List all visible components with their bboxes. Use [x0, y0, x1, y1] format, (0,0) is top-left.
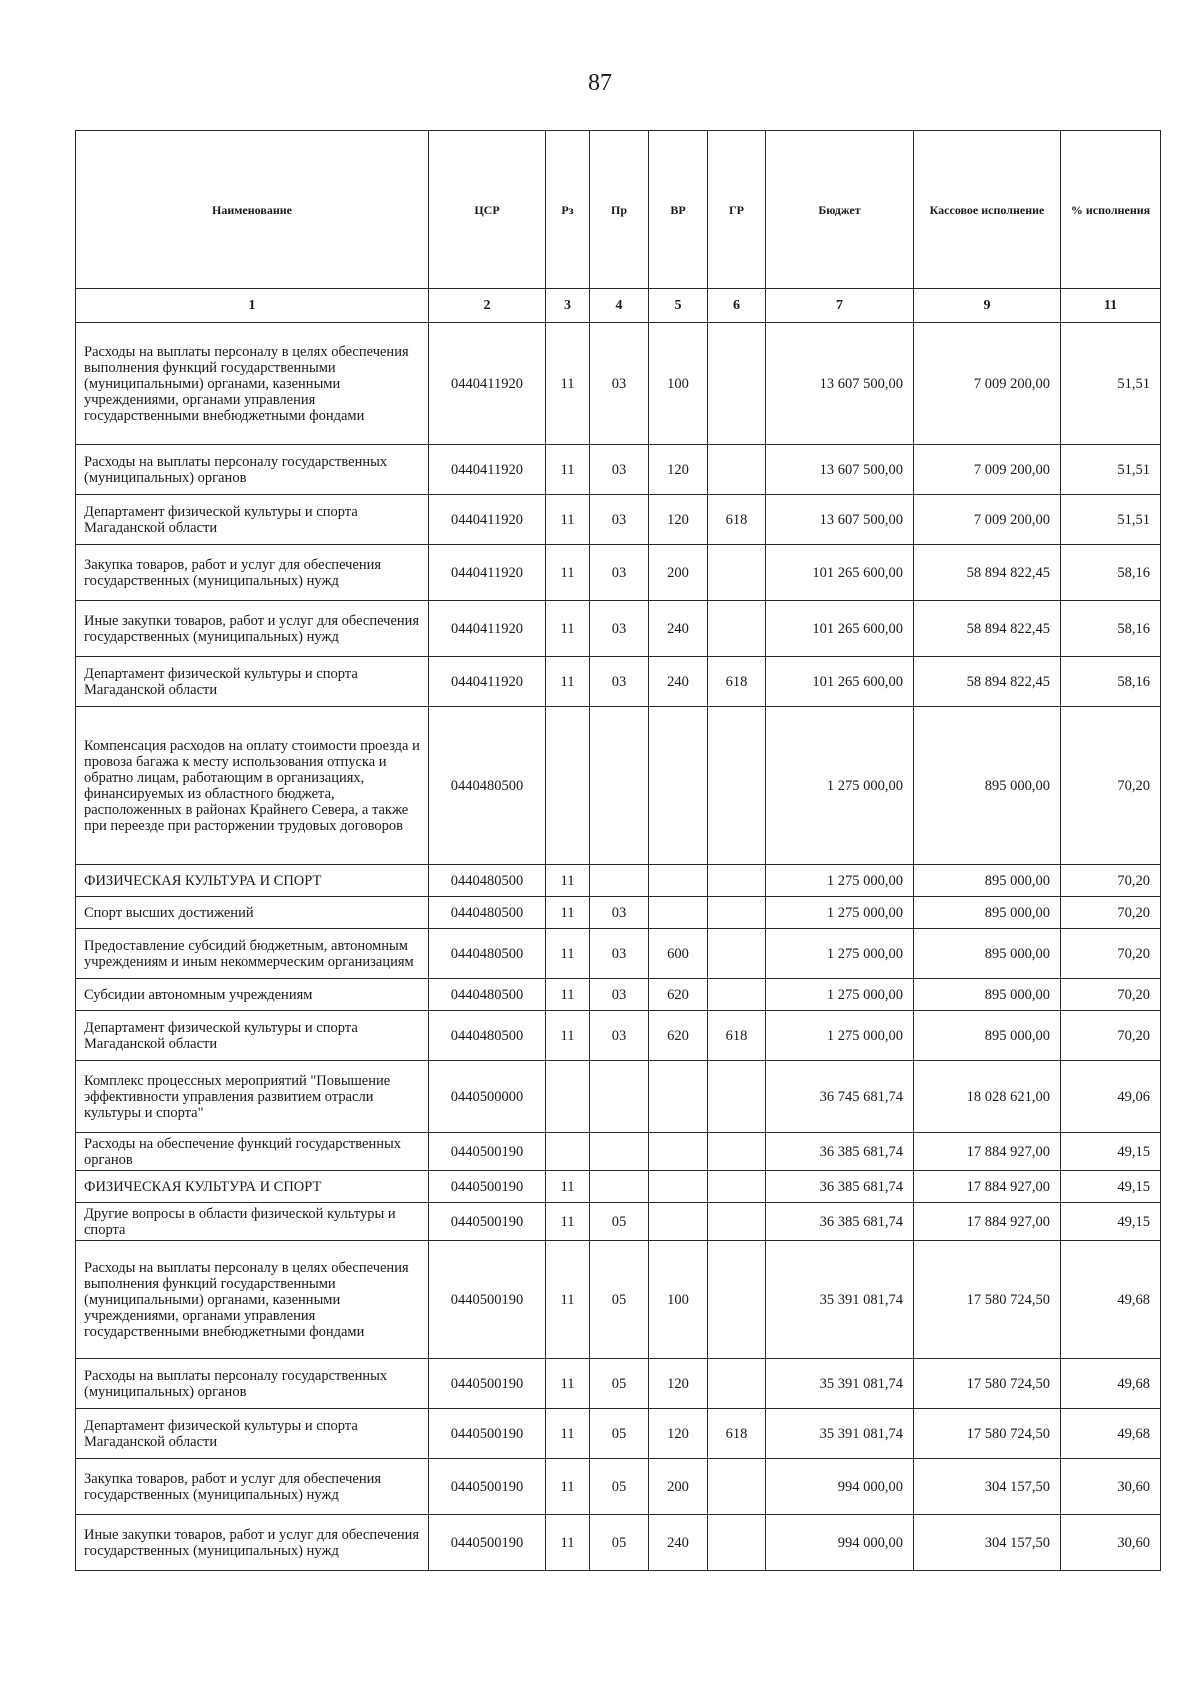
row-cash: 7 009 200,00 — [914, 495, 1061, 545]
row-vr: 240 — [649, 601, 708, 657]
row-vr: 100 — [649, 323, 708, 445]
row-csr: 0440480500 — [429, 1011, 546, 1061]
row-csr: 0440500190 — [429, 1171, 546, 1203]
row-csr: 0440411920 — [429, 495, 546, 545]
row-pct: 58,16 — [1061, 601, 1161, 657]
row-name: Закупка товаров, работ и услуг для обеспечения государственных (муниципальных) нужд — [76, 1459, 429, 1515]
row-rz — [546, 707, 590, 865]
row-vr: 240 — [649, 657, 708, 707]
row-pr: 03 — [590, 323, 649, 445]
row-csr: 0440500190 — [429, 1133, 546, 1171]
row-pr: 05 — [590, 1459, 649, 1515]
row-cash: 58 894 822,45 — [914, 545, 1061, 601]
row-vr — [649, 897, 708, 929]
row-gr — [708, 1241, 766, 1359]
column-index: 5 — [649, 289, 708, 323]
row-gr — [708, 323, 766, 445]
row-budget: 994 000,00 — [766, 1459, 914, 1515]
header-cash: Кассовое исполнение — [914, 131, 1061, 289]
row-name: Департамент физической культуры и спорта Магаданской области — [76, 495, 429, 545]
row-csr: 0440411920 — [429, 445, 546, 495]
table-row — [76, 1011, 1161, 1061]
header-gr: ГР — [708, 131, 766, 289]
row-csr: 0440411920 — [429, 323, 546, 445]
row-vr — [649, 707, 708, 865]
row-rz: 11 — [546, 1409, 590, 1459]
table-row — [76, 1241, 1161, 1359]
table-row — [76, 1409, 1161, 1459]
table-row — [76, 1133, 1161, 1171]
row-pct: 49,68 — [1061, 1241, 1161, 1359]
row-budget: 1 275 000,00 — [766, 865, 914, 897]
row-pct: 70,20 — [1061, 1011, 1161, 1061]
row-pct: 70,20 — [1061, 979, 1161, 1011]
row-budget: 101 265 600,00 — [766, 657, 914, 707]
row-cash: 7 009 200,00 — [914, 445, 1061, 495]
header-budget: Бюджет — [766, 131, 914, 289]
row-rz: 11 — [546, 1459, 590, 1515]
row-rz: 11 — [546, 1171, 590, 1203]
row-pct: 30,60 — [1061, 1459, 1161, 1515]
header-row — [76, 131, 1161, 289]
row-gr — [708, 1359, 766, 1409]
row-cash: 17 580 724,50 — [914, 1359, 1061, 1409]
row-gr — [708, 865, 766, 897]
row-name: Департамент физической культуры и спорта Магаданской области — [76, 1011, 429, 1061]
row-csr: 0440500190 — [429, 1515, 546, 1571]
row-pr — [590, 707, 649, 865]
row-csr: 0440411920 — [429, 657, 546, 707]
row-budget: 36 385 681,74 — [766, 1203, 914, 1241]
row-pr: 03 — [590, 445, 649, 495]
table-row — [76, 929, 1161, 979]
row-rz: 11 — [546, 865, 590, 897]
row-gr — [708, 445, 766, 495]
table-row — [76, 601, 1161, 657]
row-rz: 11 — [546, 323, 590, 445]
row-rz: 11 — [546, 897, 590, 929]
row-name: ФИЗИЧЕСКАЯ КУЛЬТУРА И СПОРТ — [76, 1171, 429, 1203]
row-cash: 17 884 927,00 — [914, 1133, 1061, 1171]
row-pr: 03 — [590, 1011, 649, 1061]
column-index: 9 — [914, 289, 1061, 323]
row-budget: 13 607 500,00 — [766, 323, 914, 445]
page-number: 87 — [588, 70, 612, 96]
row-rz — [546, 1061, 590, 1133]
row-rz: 11 — [546, 445, 590, 495]
row-budget: 35 391 081,74 — [766, 1359, 914, 1409]
row-cash: 17 884 927,00 — [914, 1171, 1061, 1203]
row-name: Расходы на выплаты персоналу государственных (муниципальных) органов — [76, 445, 429, 495]
row-pr: 03 — [590, 929, 649, 979]
row-vr: 200 — [649, 545, 708, 601]
row-cash: 17 580 724,50 — [914, 1241, 1061, 1359]
row-cash: 895 000,00 — [914, 707, 1061, 865]
row-budget: 36 745 681,74 — [766, 1061, 914, 1133]
row-vr — [649, 1203, 708, 1241]
row-cash: 895 000,00 — [914, 897, 1061, 929]
header-vr: ВР — [649, 131, 708, 289]
table-row — [76, 979, 1161, 1011]
row-budget: 1 275 000,00 — [766, 897, 914, 929]
row-rz: 11 — [546, 495, 590, 545]
row-name: Иные закупки товаров, работ и услуг для обеспечения государственных (муниципальных) нужд — [76, 1515, 429, 1571]
header-pct: % исполнения — [1061, 131, 1161, 289]
row-pct: 49,68 — [1061, 1359, 1161, 1409]
row-pr — [590, 1061, 649, 1133]
row-budget: 1 275 000,00 — [766, 929, 914, 979]
table-row — [76, 865, 1161, 897]
row-cash: 895 000,00 — [914, 979, 1061, 1011]
column-index-row — [76, 289, 1161, 323]
table-row — [76, 1359, 1161, 1409]
row-gr — [708, 1203, 766, 1241]
row-vr: 120 — [649, 495, 708, 545]
row-pct: 70,20 — [1061, 865, 1161, 897]
row-vr: 620 — [649, 1011, 708, 1061]
column-index: 11 — [1061, 289, 1161, 323]
row-csr: 0440480500 — [429, 865, 546, 897]
row-pr: 03 — [590, 545, 649, 601]
row-cash: 18 028 621,00 — [914, 1061, 1061, 1133]
row-pr: 05 — [590, 1359, 649, 1409]
table-body — [76, 323, 1161, 1571]
row-budget: 13 607 500,00 — [766, 495, 914, 545]
row-vr: 100 — [649, 1241, 708, 1359]
header-name: Наименование — [76, 131, 429, 289]
row-csr: 0440500190 — [429, 1459, 546, 1515]
header-csr: ЦСР — [429, 131, 546, 289]
row-vr: 120 — [649, 1359, 708, 1409]
table-row — [76, 1459, 1161, 1515]
row-name: Другие вопросы в области физической культуры и спорта — [76, 1203, 429, 1241]
row-cash: 895 000,00 — [914, 929, 1061, 979]
row-cash: 304 157,50 — [914, 1459, 1061, 1515]
budget-table — [75, 130, 1161, 1571]
row-name: Комплекс процессных мероприятий "Повышение эффективности управления развитием отрасли культуры и спорта" — [76, 1061, 429, 1133]
row-gr — [708, 1061, 766, 1133]
column-index: 2 — [429, 289, 546, 323]
table-row — [76, 445, 1161, 495]
column-index: 7 — [766, 289, 914, 323]
table-row — [76, 1203, 1161, 1241]
row-cash: 7 009 200,00 — [914, 323, 1061, 445]
row-csr: 0440480500 — [429, 897, 546, 929]
row-gr — [708, 929, 766, 979]
row-pct: 58,16 — [1061, 657, 1161, 707]
row-csr: 0440500000 — [429, 1061, 546, 1133]
row-cash: 58 894 822,45 — [914, 601, 1061, 657]
table-row — [76, 1515, 1161, 1571]
row-pct: 49,15 — [1061, 1133, 1161, 1171]
column-index: 1 — [76, 289, 429, 323]
row-pct: 49,15 — [1061, 1171, 1161, 1203]
row-cash: 17 884 927,00 — [914, 1203, 1061, 1241]
row-budget: 35 391 081,74 — [766, 1409, 914, 1459]
row-budget: 1 275 000,00 — [766, 707, 914, 865]
row-gr — [708, 707, 766, 865]
table-row — [76, 1171, 1161, 1203]
row-pct: 30,60 — [1061, 1515, 1161, 1571]
row-pr — [590, 1133, 649, 1171]
row-budget: 36 385 681,74 — [766, 1171, 914, 1203]
row-csr: 0440500190 — [429, 1409, 546, 1459]
row-gr — [708, 1171, 766, 1203]
row-rz: 11 — [546, 979, 590, 1011]
row-name: Закупка товаров, работ и услуг для обеспечения государственных (муниципальных) нужд — [76, 545, 429, 601]
row-pr — [590, 865, 649, 897]
row-name: Компенсация расходов на оплату стоимости проезда и провоза багажа к месту использования отпуска и обратно лицам, работающим в организациях, финансируемых из областного бюджета, расположенных в районах Крайнего Севера, а также при переезде при расторжении трудовых договоров — [76, 707, 429, 865]
table-row — [76, 323, 1161, 445]
row-gr — [708, 1515, 766, 1571]
row-rz: 11 — [546, 929, 590, 979]
row-rz: 11 — [546, 1011, 590, 1061]
row-pr: 05 — [590, 1241, 649, 1359]
row-budget: 994 000,00 — [766, 1515, 914, 1571]
row-gr — [708, 1459, 766, 1515]
table-row — [76, 657, 1161, 707]
row-name: Предоставление субсидий бюджетным, автономным учреждениям и иным некоммерческим организациям — [76, 929, 429, 979]
row-rz — [546, 1133, 590, 1171]
row-pr: 05 — [590, 1515, 649, 1571]
row-vr — [649, 1171, 708, 1203]
table-row — [76, 1061, 1161, 1133]
row-cash: 895 000,00 — [914, 1011, 1061, 1061]
row-gr — [708, 897, 766, 929]
row-gr — [708, 601, 766, 657]
row-pr: 03 — [590, 601, 649, 657]
row-vr: 240 — [649, 1515, 708, 1571]
row-gr: 618 — [708, 657, 766, 707]
row-budget: 1 275 000,00 — [766, 979, 914, 1011]
row-pr: 03 — [590, 495, 649, 545]
row-pr: 03 — [590, 897, 649, 929]
row-pct: 51,51 — [1061, 323, 1161, 445]
row-name: Департамент физической культуры и спорта Магаданской области — [76, 657, 429, 707]
row-csr: 0440500190 — [429, 1359, 546, 1409]
header-rz: Рз — [546, 131, 590, 289]
row-cash: 304 157,50 — [914, 1515, 1061, 1571]
row-pct: 58,16 — [1061, 545, 1161, 601]
row-csr: 0440500190 — [429, 1203, 546, 1241]
row-vr: 200 — [649, 1459, 708, 1515]
row-pct: 70,20 — [1061, 929, 1161, 979]
row-csr: 0440480500 — [429, 929, 546, 979]
header-pr: Пр — [590, 131, 649, 289]
row-budget: 101 265 600,00 — [766, 601, 914, 657]
row-pr: 05 — [590, 1203, 649, 1241]
row-budget: 13 607 500,00 — [766, 445, 914, 495]
row-budget: 101 265 600,00 — [766, 545, 914, 601]
row-csr: 0440411920 — [429, 601, 546, 657]
row-gr: 618 — [708, 1011, 766, 1061]
row-vr: 120 — [649, 1409, 708, 1459]
row-csr: 0440480500 — [429, 707, 546, 865]
row-vr: 620 — [649, 979, 708, 1011]
row-gr — [708, 1133, 766, 1171]
table-row — [76, 897, 1161, 929]
row-gr — [708, 545, 766, 601]
row-gr: 618 — [708, 1409, 766, 1459]
row-vr — [649, 1061, 708, 1133]
row-budget: 36 385 681,74 — [766, 1133, 914, 1171]
row-pr: 03 — [590, 979, 649, 1011]
row-cash: 17 580 724,50 — [914, 1409, 1061, 1459]
table-row — [76, 545, 1161, 601]
row-cash: 58 894 822,45 — [914, 657, 1061, 707]
column-index: 4 — [590, 289, 649, 323]
row-rz: 11 — [546, 601, 590, 657]
row-name: Иные закупки товаров, работ и услуг для обеспечения государственных (муниципальных) нужд — [76, 601, 429, 657]
row-cash: 895 000,00 — [914, 865, 1061, 897]
row-name: Субсидии автономным учреждениям — [76, 979, 429, 1011]
row-gr: 618 — [708, 495, 766, 545]
column-index: 3 — [546, 289, 590, 323]
table-row — [76, 495, 1161, 545]
row-name: Спорт высших достижений — [76, 897, 429, 929]
row-pr: 03 — [590, 657, 649, 707]
row-rz: 11 — [546, 1203, 590, 1241]
row-pr: 05 — [590, 1409, 649, 1459]
row-pr — [590, 1171, 649, 1203]
row-pct: 49,06 — [1061, 1061, 1161, 1133]
row-rz: 11 — [546, 1515, 590, 1571]
row-rz: 11 — [546, 1241, 590, 1359]
row-name: Расходы на выплаты персоналу государственных (муниципальных) органов — [76, 1359, 429, 1409]
row-vr — [649, 865, 708, 897]
row-vr: 120 — [649, 445, 708, 495]
row-name: Расходы на обеспечение функций государственных органов — [76, 1133, 429, 1171]
row-name: Департамент физической культуры и спорта Магаданской области — [76, 1409, 429, 1459]
table-row — [76, 707, 1161, 865]
row-rz: 11 — [546, 545, 590, 601]
row-pct: 49,68 — [1061, 1409, 1161, 1459]
row-vr — [649, 1133, 708, 1171]
row-pct: 49,15 — [1061, 1203, 1161, 1241]
row-budget: 35 391 081,74 — [766, 1241, 914, 1359]
row-csr: 0440480500 — [429, 979, 546, 1011]
row-pct: 51,51 — [1061, 445, 1161, 495]
row-csr: 0440500190 — [429, 1241, 546, 1359]
row-gr — [708, 979, 766, 1011]
row-budget: 1 275 000,00 — [766, 1011, 914, 1061]
row-rz: 11 — [546, 1359, 590, 1409]
row-vr: 600 — [649, 929, 708, 979]
row-csr: 0440411920 — [429, 545, 546, 601]
row-pct: 70,20 — [1061, 707, 1161, 865]
column-index: 6 — [708, 289, 766, 323]
row-pct: 70,20 — [1061, 897, 1161, 929]
row-name: Расходы на выплаты персоналу в целях обеспечения выполнения функций государственными (муниципальными) органами, казенными учреждениями, органами управления государственными внебюджетными фондами — [76, 323, 429, 445]
row-rz: 11 — [546, 657, 590, 707]
row-pct: 51,51 — [1061, 495, 1161, 545]
row-name: ФИЗИЧЕСКАЯ КУЛЬТУРА И СПОРТ — [76, 865, 429, 897]
row-name: Расходы на выплаты персоналу в целях обеспечения выполнения функций государственными (муниципальными) органами, казенными учреждениями, органами управления государственными внебюджетными фондами — [76, 1241, 429, 1359]
